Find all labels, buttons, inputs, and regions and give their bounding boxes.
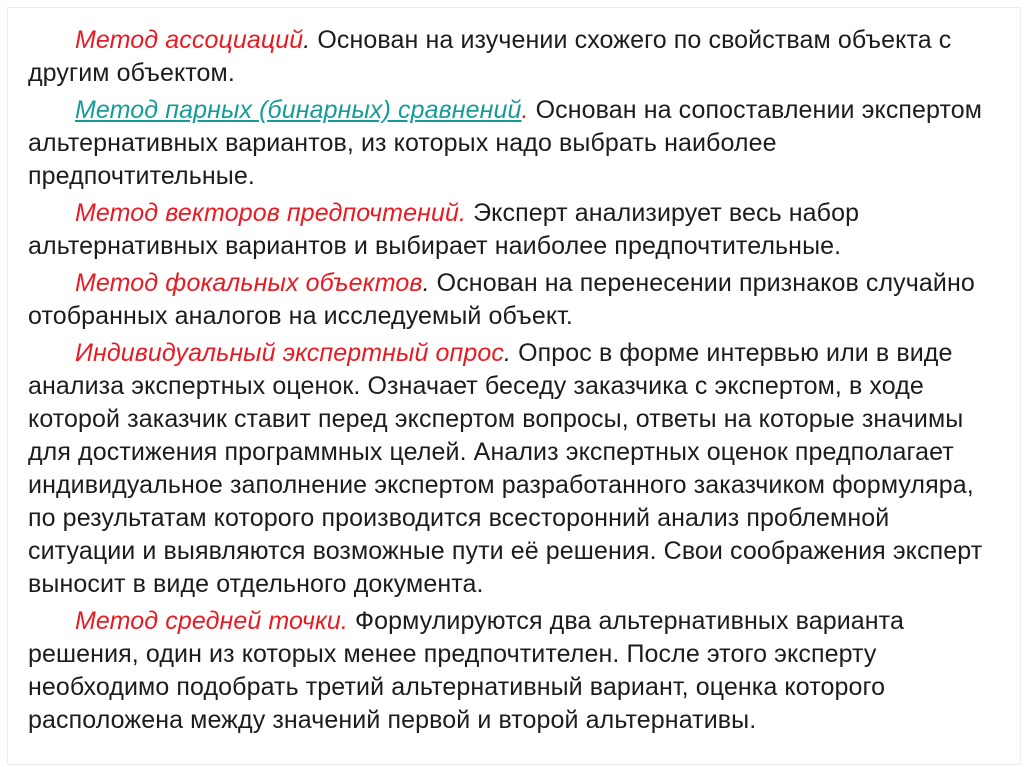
method-heading: Метод средней точки [75, 607, 341, 635]
method-heading: Метод фокальных объектов [75, 269, 423, 297]
method-paragraph [28, 197, 990, 263]
method-heading-link[interactable]: Метод парных (бинарных) сравнений [75, 96, 522, 124]
method-heading: Индивидуальный экспертный опрос [75, 339, 505, 367]
method-heading: Метод ассоциаций [75, 26, 304, 54]
heading-period: . [303, 26, 311, 54]
heading-period: . [521, 96, 529, 124]
method-description: Основан на сопоставлении экспертом альтернативных вариантов, из которых надо выбрать наиболее предпочтительные. [28, 96, 983, 190]
method-description: Основан на изучении схожего по свойствам объекта с другим объектом. [28, 26, 952, 87]
method-paragraph [28, 337, 990, 601]
method-paragraph [28, 24, 990, 90]
heading-period: . [340, 607, 348, 635]
heading-period: . [504, 339, 512, 367]
heading-period: . [458, 199, 467, 227]
method-description: Эксперт анализирует весь набор альтернативных вариантов и выбирает наиболее предпочтительные. [28, 199, 860, 260]
method-description: Опрос в форме интервью или в виде анализа экспертных оценок. Означает беседу заказчика с экспертом, в ходе которой заказчик ставит перед экспертом вопросы, ответы на которые значимы для достижения программных целей. Анализ экспертных оценок предполагает индивидуальное заполнение экспертом разработанного заказчиком формуляра, по результатам которого производится всесторонний анализ проблемной ситуации и выявляются возможные пути её решения. Свои соображения эксперт выносит в виде отдельного документа. [28, 339, 983, 598]
heading-period: . [422, 269, 430, 297]
method-paragraph [28, 267, 990, 333]
method-heading: Метод векторов предпочтений [75, 199, 459, 227]
method-description: Основан на перенесении признаков случайно отобранных аналогов на исследуемый объект. [28, 269, 975, 330]
method-description: Формулируются два альтернативных варианта решения, один из которых менее предпочтителен. После этого эксперту необходимо подобрать третий альтернативный вариант, оценка которого расположена между значений первой и второй альтернативы. [28, 607, 904, 734]
methods-text-block [28, 24, 990, 741]
method-paragraph [28, 94, 990, 193]
method-paragraph [28, 605, 990, 737]
